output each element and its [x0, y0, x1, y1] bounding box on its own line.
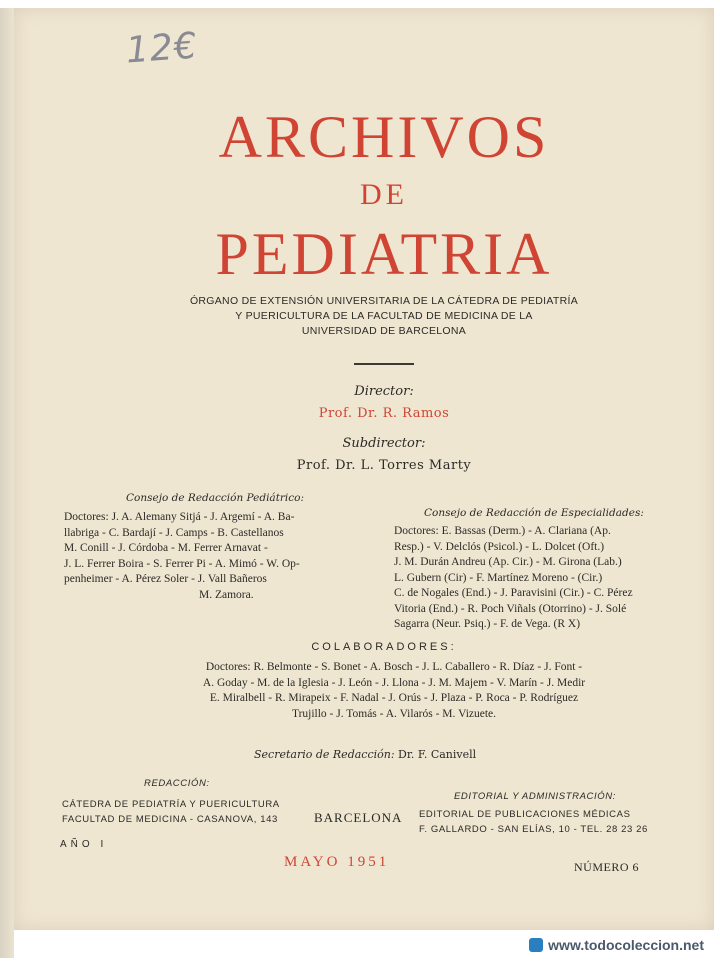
list-item: J. L. Ferrer Boira - S. Ferrer Pi - A. Mimó - W. Op- — [64, 557, 300, 570]
subtitle-line-3: UNIVERSIDAD DE BARCELONA — [301, 325, 467, 337]
issue-date: MAYO 1951 — [284, 854, 390, 870]
title-de: DE — [360, 178, 408, 211]
consejo-pediatrico-list — [64, 510, 364, 603]
secretario-line — [254, 748, 476, 761]
consejo-pediatrico-heading: Consejo de Redacción Pediátrico: — [126, 492, 305, 504]
watermark-text: www.todocoleccion.net — [548, 937, 704, 953]
redaccion-line-1: CÁTEDRA DE PEDIATRÍA Y PUERICULTURA — [62, 799, 280, 810]
consejo-especialidades-heading: Consejo de Redacción de Especialidades: — [424, 507, 644, 519]
list-item: J. M. Durán Andreu (Ap. Cir.) - M. Girona (Lab.) — [394, 556, 622, 568]
director-label: Director: — [354, 384, 414, 399]
list-item: Doctores: R. Belmonte - S. Bonet - A. Bosch - J. L. Caballero - R. Díaz - J. Font - — [205, 661, 583, 673]
list-item: Trujillo - J. Tomás - A. Vilarós - M. Vizuete. — [291, 707, 497, 720]
list-item: M. Zamora. — [199, 588, 254, 601]
journal-cover — [14, 8, 714, 930]
list-item: L. Gubern (Cir) - F. Martínez Moreno - (Cir.) — [394, 571, 603, 584]
redaccion-label: REDACCIÓN: — [144, 778, 210, 789]
consejo-especialidades-list — [394, 524, 694, 633]
list-item: penheimer - A. Pérez Soler - J. Vall Bañeros — [64, 573, 267, 585]
editorial-line-1: EDITORIAL DE PUBLICACIONES MÉDICAS — [419, 809, 631, 820]
book-spine-edge — [0, 8, 14, 958]
subtitle-line-2: Y PUERICULTURA DE LA FACULTAD DE MEDICINA DE LA — [235, 310, 533, 322]
todocoleccion-logo-icon — [529, 938, 543, 952]
list-item: Resp.) - V. Delclós (Psicol.) - L. Dolcet (Oft.) — [394, 540, 605, 553]
secretario-name: Dr. F. Canivell — [398, 748, 477, 761]
title-pediatria: PEDIATRIA — [215, 221, 553, 287]
list-item: llabriga - C. Bardají - J. Camps - B. Castellanos — [64, 526, 284, 539]
redaccion-line-2: FACULTAD DE MEDICINA - CASANOVA, 143 — [62, 814, 278, 825]
colaboradores-heading: COLABORADORES: — [311, 641, 457, 653]
issue-number: NÚMERO 6 — [574, 860, 640, 874]
list-item: Doctores: J. A. Alemany Sitjá - J. Argemí - A. Ba- — [64, 511, 295, 523]
watermark — [529, 937, 704, 953]
editorial-label: EDITORIAL Y ADMINISTRACIÓN: — [454, 791, 616, 802]
subdirector-label: Subdirector: — [342, 436, 426, 451]
secretario-label: Secretario de Redacción: — [254, 748, 395, 761]
city: BARCELONA — [314, 810, 403, 825]
list-item: A. Goday - M. de la Iglesia - J. León - J. Llona - J. M. Majem - V. Marín - J. Medir — [202, 676, 586, 689]
year-label: AÑO I — [60, 839, 108, 850]
handwritten-price: 12€ — [124, 25, 200, 72]
list-item: Doctores: E. Bassas (Derm.) - A. Clariana (Ap. — [394, 525, 611, 537]
director-name: Prof. Dr. R. Ramos — [318, 406, 450, 421]
colaboradores-list — [124, 660, 664, 722]
subtitle-line-1: ÓRGANO DE EXTENSIÓN UNIVERSITARIA DE LA CÁTEDRA DE PEDIATRÍA — [189, 295, 579, 307]
list-item: E. Miralbell - R. Mirapeix - F. Nadal - J. Orús - J. Plaza - P. Roca - P. Rodríguez — [209, 692, 579, 704]
list-item: Vitoria (End.) - R. Poch Viñals (Otorrino) - J. Solé — [394, 602, 627, 615]
editorial-line-2: F. GALLARDO - SAN ELÍAS, 10 - TEL. 28 23 26 — [419, 824, 648, 835]
divider-rule — [354, 363, 414, 365]
list-item: C. de Nogales (End.) - J. Paravisini (Cir.) - C. Pérez — [394, 587, 633, 599]
list-item: Sagarra (Neur. Psiq.) - F. de Vega. (R X) — [394, 618, 581, 630]
title-archivos: ARCHIVOS — [218, 104, 550, 170]
list-item: M. Conill - J. Córdoba - M. Ferrer Arnavat - — [64, 542, 268, 554]
subdirector-name: Prof. Dr. L. Torres Marty — [296, 458, 472, 473]
